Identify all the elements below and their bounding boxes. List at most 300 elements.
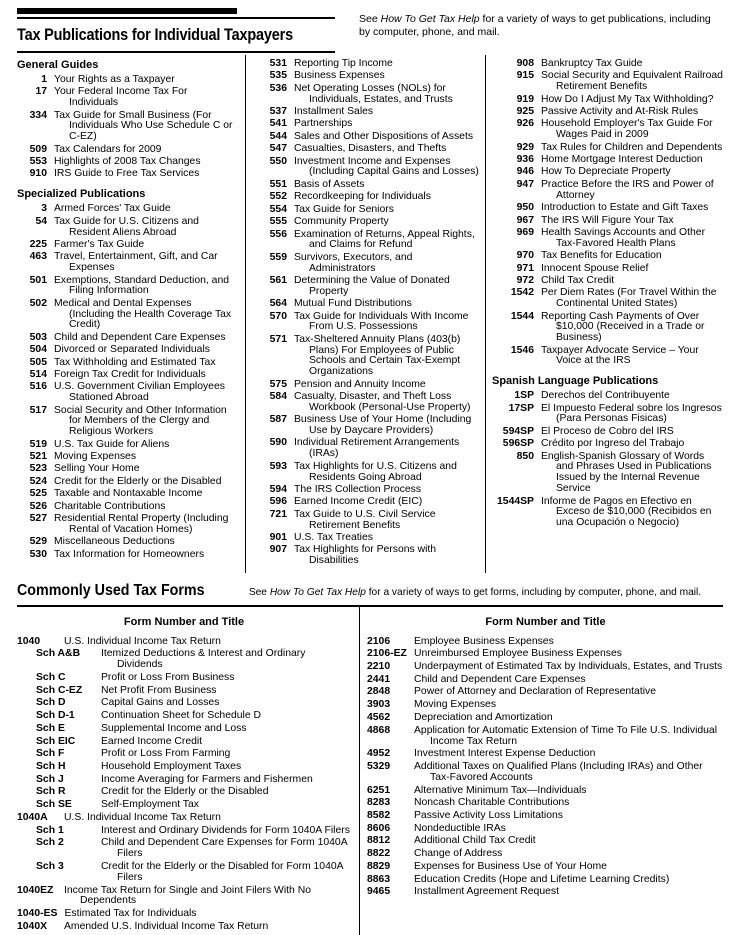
form-number: 6251: [367, 784, 391, 796]
publication-number: 552: [269, 191, 287, 203]
publication-title: Passive Activity and At-Risk Rules: [541, 106, 699, 118]
form-title: Household Employment Taxes: [101, 760, 242, 772]
form-number: 3903: [367, 699, 391, 711]
publication-title: Your Federal Income Tax For Individuals: [54, 86, 188, 109]
publications-column-2: [245, 55, 485, 573]
publication-number: 596SP: [502, 438, 534, 450]
publication-item: [254, 180, 479, 191]
publication-number: 529: [29, 536, 47, 548]
publication-item: [17, 370, 239, 381]
publication-title: How Do I Adjust My Tax Withholding?: [541, 93, 714, 105]
publication-title: Taxpayer Advocate Service – Your Voice at the IRS: [541, 344, 699, 367]
publication-number: 575: [269, 378, 287, 390]
publication-item: [492, 107, 723, 118]
form-number: 9465: [367, 886, 391, 898]
form-title: Additional Child Tax Credit: [414, 835, 536, 847]
form-item: [367, 700, 724, 711]
publication-number: 972: [516, 274, 534, 286]
publication-number: 594: [269, 483, 287, 495]
publications-section-title: Tax Publications for Individual Taxpayers: [17, 25, 293, 44]
publication-title: Determining the Value of Donated Property: [294, 274, 450, 297]
form-title: Net Profit From Business: [101, 684, 217, 696]
publication-title: Tax Highlights for U.S. Citizens and Residents Going Abroad: [294, 460, 457, 483]
publications-list: [17, 55, 725, 573]
form-title: Unreimbursed Employee Business Expenses: [414, 648, 622, 660]
form-title: Income Tax Return for Single and Joint Filers With No Dependents: [64, 884, 311, 907]
publication-title: English-Spanish Glossary of Words and Phrases Used in Publications Issued by the Internal Revenue Service: [541, 450, 712, 495]
form-item: [17, 686, 351, 697]
publication-item: [492, 404, 723, 426]
publication-title: Miscellaneous Deductions: [54, 536, 175, 548]
publication-item: [492, 203, 723, 214]
form-title: U.S. Individual Income Tax Return: [64, 811, 221, 823]
publication-number: 530: [29, 548, 47, 560]
publication-title: Household Employer's Tax Guide For Wages Paid in 2009: [541, 118, 713, 141]
publication-title: Social Security and Equivalent Railroad Retirement Benefits: [541, 70, 723, 93]
form-number: 2848: [367, 686, 391, 698]
forms-help-note: [249, 587, 701, 598]
form-item: [17, 800, 351, 811]
forms-list: [17, 607, 725, 935]
publication-item: [492, 346, 723, 368]
publication-number: 17: [35, 86, 47, 98]
publication-number: 17SP: [508, 402, 534, 414]
publication-title: Mutual Fund Distributions: [294, 298, 412, 310]
publication-item: [254, 485, 479, 496]
publication-title: IRS Guide to Free Tax Services: [54, 168, 200, 180]
form-item: [367, 762, 724, 784]
publication-number: 1: [41, 74, 47, 85]
publication-item: [17, 452, 239, 463]
top-rule-thick: [17, 8, 237, 14]
publication-number: 514: [29, 369, 47, 380]
form-item: [367, 887, 724, 898]
publication-item: [17, 333, 239, 344]
publication-title: The IRS Will Figure Your Tax: [541, 214, 674, 226]
publication-title: Survivors, Executors, and Administrators: [294, 251, 413, 274]
form-title: Supplemental Income and Loss: [101, 722, 247, 734]
forms-header: [17, 582, 725, 600]
publication-title: Moving Expenses: [54, 451, 137, 463]
publications-header: [17, 8, 725, 53]
form-title: U.S. Individual Income Tax Return: [64, 635, 221, 647]
publication-number: 967: [516, 214, 534, 226]
publication-title: Reporting Cash Payments of Over $10,000 (Received in a Trade or Business): [541, 310, 705, 344]
publication-number: 554: [269, 203, 287, 215]
publication-item: [17, 502, 239, 513]
form-item: [17, 862, 351, 884]
publication-title: Community Property: [294, 216, 389, 228]
publication-title: Tax Withholding and Estimated Tax: [54, 356, 216, 368]
publication-item: [254, 217, 479, 228]
form-title: Depreciation and Amortization: [414, 711, 553, 723]
publication-item: [254, 335, 479, 378]
form-number: 1040EZ: [17, 884, 54, 896]
form-item: [17, 826, 351, 837]
form-number: Sch F: [36, 748, 65, 760]
publication-title: Medical and Dental Expenses (Including the Health Coverage Tax Credit): [54, 297, 232, 331]
publication-title: Crédito por Ingreso del Trabajo: [541, 438, 685, 450]
publication-item: [254, 144, 479, 155]
form-number: 1040: [17, 635, 41, 647]
publication-number: 505: [29, 356, 47, 368]
top-rule-thin: [17, 17, 335, 19]
publication-number: 594SP: [502, 425, 534, 437]
form-number: 8812: [367, 835, 391, 847]
publication-item: [17, 514, 239, 536]
publication-title: Tax Calendars for 2009: [54, 143, 162, 155]
publication-number: 919: [516, 93, 534, 105]
help-note-prefix: See: [248, 586, 270, 598]
publication-number: 570: [269, 310, 287, 322]
form-number: 5329: [367, 760, 391, 772]
publication-number: 463: [29, 251, 47, 263]
publication-number: 523: [29, 463, 47, 475]
form-number: 8829: [367, 860, 391, 872]
forms-section-title: Commonly Used Tax Forms: [17, 581, 205, 599]
form-item: [17, 749, 351, 760]
form-item: [367, 713, 724, 724]
publication-number: 516: [29, 381, 47, 393]
publications-column-1: [17, 55, 245, 573]
publication-number: 587: [269, 414, 287, 426]
publication-item: [254, 510, 479, 532]
form-title: Earned Income Credit: [101, 735, 203, 747]
publication-item: [254, 119, 479, 130]
publication-number: 908: [516, 58, 534, 69]
publication-title: Informe de Pagos en Efectivo en Exceso de $10,000 (Recibidos en una Ocupación o Negocio): [541, 495, 712, 529]
title-underline-rule: [17, 51, 335, 53]
publication-number: 1SP: [514, 390, 534, 402]
publication-title: Tax Rules for Children and Dependents: [541, 141, 723, 153]
publication-item: [17, 276, 239, 298]
publication-item: [254, 132, 479, 143]
publication-number: 584: [269, 391, 287, 403]
publication-title: Bankruptcy Tax Guide: [541, 58, 643, 69]
publication-title: The IRS Collection Process: [294, 483, 422, 495]
publication-title: Innocent Spouse Relief: [541, 262, 649, 274]
publication-item: [17, 464, 239, 475]
publication-title: Partnerships: [294, 118, 353, 130]
form-number: 2210: [367, 661, 391, 672]
form-item: [367, 662, 724, 673]
form-item: [17, 775, 351, 786]
publication-number: 556: [269, 228, 287, 240]
help-note-suffix: for a variety of ways to get publications, including by computer, phone, and mail.: [359, 13, 711, 39]
publication-number: 721: [269, 508, 287, 520]
publication-number: 946: [516, 166, 534, 178]
publication-number: 593: [269, 460, 287, 472]
publication-number: 501: [29, 274, 47, 286]
publication-title: Per Diem Rates (For Travel Within the Continental United States): [541, 287, 717, 310]
publication-title: Tax Information for Homeowners: [54, 548, 205, 560]
publication-number: 537: [269, 106, 287, 118]
publication-item: [17, 382, 239, 404]
form-number: 8863: [367, 873, 391, 885]
publication-number: 54: [35, 215, 47, 227]
publication-title: Divorced or Separated Individuals: [54, 344, 210, 356]
form-title: Installment Agreement Request: [414, 886, 559, 898]
publication-title: Casualties, Disasters, and Thefts: [294, 143, 447, 155]
publications-column-3: [485, 55, 723, 573]
form-number: Sch E: [36, 722, 65, 734]
publication-item: [254, 84, 479, 106]
publication-number: 901: [269, 531, 287, 543]
form-item: [17, 886, 351, 908]
publication-title: U.S. Tax Guide for Aliens: [54, 438, 170, 450]
publication-title: Your Rights as a Taxpayer: [54, 74, 175, 85]
form-number: 8582: [367, 810, 391, 822]
publication-item: [492, 59, 723, 70]
help-note-italic: How To Get Tax Help: [269, 586, 366, 598]
form-title: Nondeductible IRAs: [414, 822, 506, 834]
form-title: Power of Attorney and Declaration of Representative: [414, 686, 657, 698]
help-note-suffix: for a variety of ways to get forms, including by computer, phone, and mail.: [365, 586, 702, 598]
publication-number: 936: [516, 154, 534, 166]
form-item: [367, 824, 724, 835]
publication-item: [17, 204, 239, 215]
publication-item: [254, 230, 479, 252]
publication-title: Social Security and Other Information for Members of the Clergy and Religious Workers: [54, 404, 227, 438]
form-title: Income Averaging for Farmers and Fishermen: [101, 773, 313, 785]
publication-number: 536: [269, 82, 287, 94]
publication-number: 551: [269, 178, 287, 190]
publication-item: [492, 452, 723, 495]
form-number: 8822: [367, 848, 391, 860]
form-number: Sch D-1: [36, 710, 75, 722]
publication-number: 535: [269, 70, 287, 82]
publication-item: [492, 119, 723, 141]
form-number: Sch A&B: [36, 648, 81, 660]
form-item: [367, 811, 724, 822]
form-item: [367, 649, 724, 660]
publication-group-heading: General Guides: [17, 59, 99, 71]
publication-title: Practice Before the IRS and Power of Attorney: [541, 178, 714, 201]
publication-item: [17, 477, 239, 488]
publication-number: 564: [269, 298, 287, 310]
publication-title: Business Use of Your Home (Including Use by Daycare Providers): [294, 414, 472, 437]
form-item: [17, 737, 351, 748]
publication-number: 950: [516, 202, 534, 214]
publication-title: Tax Guide for Seniors: [294, 203, 394, 215]
publication-number: 1546: [510, 344, 534, 356]
form-number: 4868: [367, 724, 391, 736]
publication-item: [254, 380, 479, 391]
forms-column-1: [17, 607, 359, 935]
publication-number: 971: [516, 262, 534, 274]
form-title: Credit for the Elderly or the Disabled: [101, 786, 269, 798]
publication-title: Foreign Tax Credit for Individuals: [54, 369, 206, 380]
publication-title: Residential Rental Property (Including Rental of Vacation Homes): [54, 513, 229, 535]
publication-item: [17, 358, 239, 369]
forms-column-header: Form Number and Title: [485, 615, 606, 628]
form-item: [17, 673, 351, 684]
publication-number: 1544SP: [497, 495, 534, 507]
publication-item: [492, 180, 723, 202]
publication-number: 915: [516, 70, 534, 82]
publication-item: [17, 169, 239, 180]
form-number: Sch EIC: [36, 735, 76, 747]
publication-number: 850: [516, 450, 534, 462]
publication-number: 524: [29, 475, 47, 487]
form-title: Employee Business Expenses: [414, 635, 554, 647]
publication-title: Selling Your Home: [54, 463, 140, 475]
form-title: Child and Dependent Care Expenses: [414, 673, 586, 685]
publication-title: Tax Highlights for Persons with Disabilities: [294, 544, 437, 567]
publication-title: Recordkeeping for Individuals: [294, 191, 431, 203]
publication-item: [492, 228, 723, 250]
publication-title: How To Depreciate Property: [541, 166, 671, 178]
form-number: 1040-ES: [17, 908, 58, 920]
form-item: [17, 909, 351, 920]
publication-item: [254, 415, 479, 437]
form-title: Application for Automatic Extension of Time To File U.S. Individual Income Tax Return: [414, 724, 718, 747]
form-number: 4562: [367, 711, 391, 723]
form-number: 1040A: [17, 811, 48, 823]
form-item: [17, 787, 351, 798]
publication-item: [17, 440, 239, 451]
form-item: [17, 813, 351, 824]
publication-item: [17, 240, 239, 251]
publication-number: 1542: [510, 287, 534, 299]
publication-title: Tax Benefits for Education: [541, 250, 662, 262]
form-number: Sch 2: [36, 837, 64, 849]
publications-help-note: [335, 8, 725, 53]
form-item: [17, 637, 351, 648]
publication-item: [254, 299, 479, 310]
form-title: Change of Address: [414, 848, 503, 860]
publication-number: 519: [29, 438, 47, 450]
publication-title: Farmer's Tax Guide: [54, 238, 145, 250]
form-item: [367, 637, 724, 648]
publication-item: [254, 462, 479, 484]
publication-title: Child Tax Credit: [541, 274, 615, 286]
publication-item: [492, 251, 723, 262]
publication-item: [17, 345, 239, 356]
publication-item: [254, 545, 479, 567]
form-title: Interest and Ordinary Dividends for Form 1040A Filers: [101, 824, 350, 836]
form-item: [367, 786, 724, 797]
form-title: Noncash Charitable Contributions: [414, 797, 570, 809]
publication-item: [492, 276, 723, 287]
publication-title: Basis of Assets: [294, 178, 365, 190]
form-title: Itemized Deductions & Interest and Ordinary Dividends: [101, 648, 306, 671]
form-number: Sch D: [36, 697, 66, 709]
publication-title: Highlights of 2008 Tax Changes: [54, 156, 201, 168]
publication-number: 555: [269, 216, 287, 228]
form-number: Sch 1: [36, 824, 64, 836]
publication-title: Home Mortgage Interest Deduction: [541, 154, 703, 166]
form-number: 1040X: [17, 920, 48, 932]
publication-title: Net Operating Losses (NOLs) for Individuals, Estates, and Trusts: [294, 82, 453, 105]
publication-number: 596: [269, 496, 287, 508]
publication-title: Tax Guide for U.S. Citizens and Resident Aliens Abroad: [54, 215, 199, 238]
form-item: [367, 726, 724, 748]
publication-title: Derechos del Contribuyente: [541, 390, 670, 402]
form-item: [17, 711, 351, 722]
publication-number: 527: [29, 513, 47, 525]
publication-number: 334: [29, 109, 47, 121]
form-item: [367, 687, 724, 698]
publication-item: [17, 111, 239, 143]
publication-item: [17, 406, 239, 438]
help-note-prefix: See: [359, 13, 381, 25]
publication-title: Reporting Tip Income: [294, 58, 393, 69]
form-item: [367, 675, 724, 686]
form-title: Credit for the Elderly or the Disabled for Form 1040A Filers: [101, 860, 343, 883]
publication-title: Earned Income Credit (EIC): [294, 496, 423, 508]
forms-items: [367, 637, 724, 899]
publication-item: [17, 489, 239, 500]
publication-item: [492, 155, 723, 166]
form-number: 2106-EZ: [367, 648, 407, 660]
publication-item: [492, 71, 723, 93]
publication-item: [492, 95, 723, 106]
publication-number: 509: [29, 143, 47, 155]
form-number: 2441: [367, 673, 391, 685]
form-number: 2106: [367, 635, 391, 647]
publication-title: Tax Guide for Individuals With Income From U.S. Possessions: [294, 310, 469, 333]
form-title: Expenses for Business Use of Your Home: [414, 860, 607, 872]
publication-title: Tax Guide for Small Business (For Individuals Who Use Schedule C or C-EZ): [54, 109, 233, 143]
form-title: Profit or Loss From Farming: [101, 748, 231, 760]
form-item: [17, 922, 351, 933]
publication-title: El Proceso de Cobro del IRS: [541, 425, 674, 437]
publication-number: 947: [516, 178, 534, 190]
publication-number: 521: [29, 451, 47, 463]
form-title: Investment Interest Expense Deduction: [414, 748, 596, 760]
publication-number: 547: [269, 143, 287, 155]
publication-number: 910: [29, 168, 47, 180]
publication-title: Individual Retirement Arrangements (IRAs): [294, 437, 460, 460]
form-item: [17, 724, 351, 735]
publication-title: Child and Dependent Care Expenses: [54, 331, 226, 343]
form-item: [367, 875, 724, 886]
publication-number: 925: [516, 106, 534, 118]
form-title: Underpayment of Estimated Tax by Individuals, Estates, and Trusts: [414, 661, 723, 672]
form-number: Sch J: [36, 773, 64, 785]
publication-item: [17, 537, 239, 548]
publication-title: Casualty, Disaster, and Theft Loss Workbook (Personal-Use Property): [294, 391, 471, 413]
publication-item: [492, 216, 723, 227]
form-number: Sch R: [36, 786, 66, 798]
publication-number: 525: [29, 488, 47, 500]
publication-item: [254, 59, 479, 70]
form-item: [17, 649, 351, 671]
publication-title: U.S. Government Civilian Employees Stationed Abroad: [54, 381, 225, 404]
publication-number: 561: [269, 274, 287, 286]
publication-number: 929: [516, 141, 534, 153]
publication-item: [254, 71, 479, 82]
publication-item: [254, 312, 479, 334]
forms-items: [17, 637, 351, 933]
form-title: Capital Gains and Losses: [101, 697, 220, 709]
form-title: Continuation Sheet for Schedule D: [101, 710, 262, 722]
publication-item: [254, 533, 479, 544]
publication-title: Travel, Entertainment, Gift, and Car Expenses: [54, 251, 218, 274]
publication-title: Exemptions, Standard Deduction, and Filing Information: [54, 274, 230, 297]
publication-item: [254, 438, 479, 460]
publication-title: Business Expenses: [294, 70, 385, 82]
publication-title: Investment Income and Expenses (Including Capital Gains and Losses): [294, 155, 479, 178]
publication-item: [254, 276, 479, 298]
publication-item: [254, 497, 479, 508]
publication-item: [254, 392, 479, 414]
form-number: Sch H: [36, 760, 66, 772]
forms-column-header: Form Number and Title: [123, 615, 245, 628]
form-item: [17, 762, 351, 773]
publication-number: 571: [269, 333, 287, 345]
